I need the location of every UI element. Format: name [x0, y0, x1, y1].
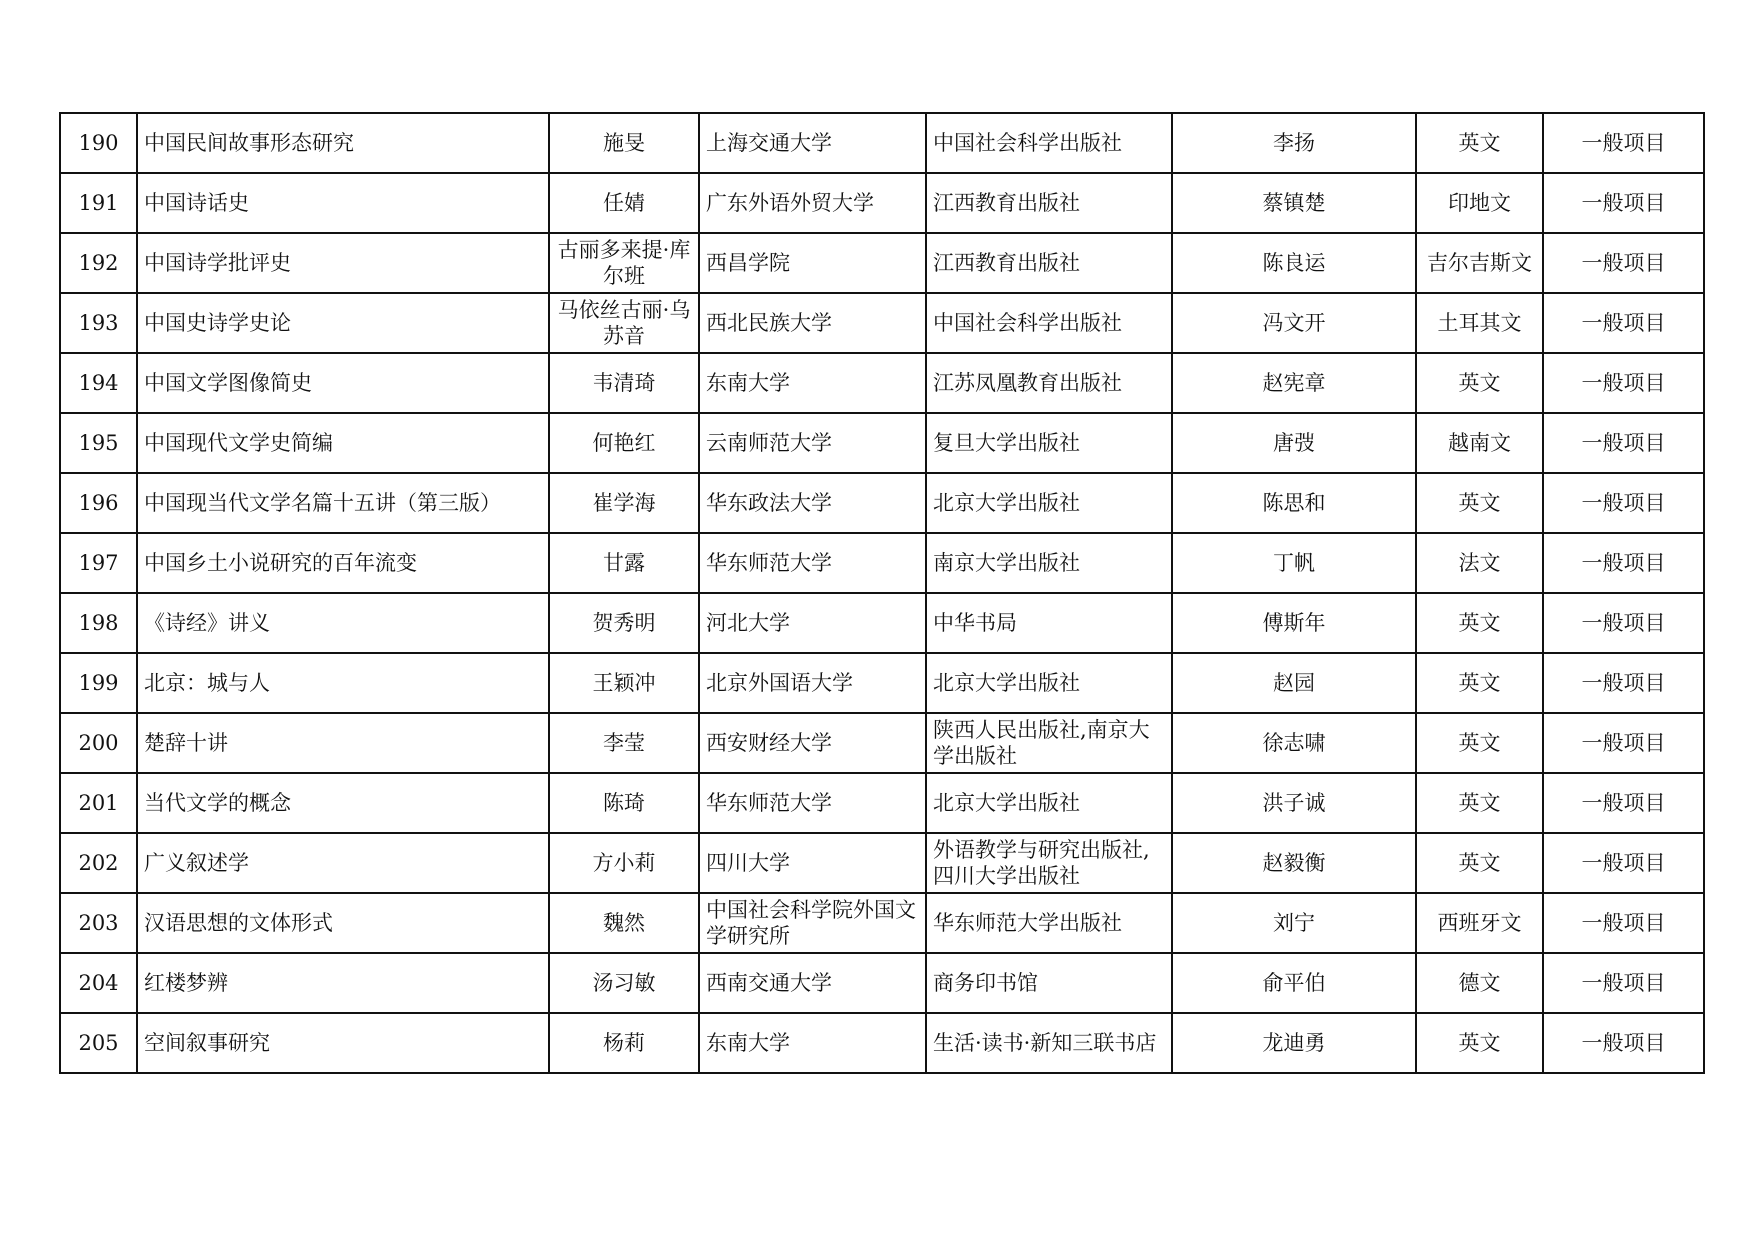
cell-translator: 马依丝古丽·乌苏音	[549, 293, 699, 353]
cell-institution: 北京外国语大学	[699, 653, 926, 713]
table-row	[60, 833, 1704, 893]
cell-book-title: 中国文学图像简史	[137, 353, 549, 413]
cell-book-title: 广义叙述学	[137, 833, 549, 893]
cell-book-title: 中国诗话史	[137, 173, 549, 233]
cell-author: 冯文开	[1172, 293, 1416, 353]
cell-language: 吉尔吉斯文	[1416, 233, 1543, 293]
cell-publisher: 生活·读书·新知三联书店	[926, 1013, 1172, 1073]
cell-category: 一般项目	[1543, 293, 1704, 353]
cell-author: 傅斯年	[1172, 593, 1416, 653]
cell-language: 英文	[1416, 1013, 1543, 1073]
cell-publisher: 北京大学出版社	[926, 473, 1172, 533]
cell-author: 龙迪勇	[1172, 1013, 1416, 1073]
table-row	[60, 413, 1704, 473]
cell-author: 蔡镇楚	[1172, 173, 1416, 233]
cell-language: 英文	[1416, 653, 1543, 713]
cell-language: 西班牙文	[1416, 893, 1543, 953]
cell-publisher: 外语教学与研究出版社,四川大学出版社	[926, 833, 1172, 893]
cell-book-title: 中国现代文学史简编	[137, 413, 549, 473]
cell-author: 俞平伯	[1172, 953, 1416, 1013]
cell-category: 一般项目	[1543, 953, 1704, 1013]
cell-number: 199	[60, 653, 137, 713]
cell-number: 197	[60, 533, 137, 593]
table-row	[60, 1013, 1704, 1073]
cell-translator: 杨莉	[549, 1013, 699, 1073]
table-row	[60, 473, 1704, 533]
table-body	[60, 113, 1704, 1073]
cell-author: 唐弢	[1172, 413, 1416, 473]
cell-author: 陈良运	[1172, 233, 1416, 293]
cell-translator: 古丽多来提·库尔班	[549, 233, 699, 293]
cell-publisher: 江苏凤凰教育出版社	[926, 353, 1172, 413]
cell-number: 205	[60, 1013, 137, 1073]
cell-author: 丁帆	[1172, 533, 1416, 593]
cell-number: 202	[60, 833, 137, 893]
cell-language: 越南文	[1416, 413, 1543, 473]
cell-category: 一般项目	[1543, 833, 1704, 893]
cell-category: 一般项目	[1543, 713, 1704, 773]
cell-translator: 王颖冲	[549, 653, 699, 713]
cell-translator: 施旻	[549, 113, 699, 173]
cell-category: 一般项目	[1543, 173, 1704, 233]
cell-publisher: 中华书局	[926, 593, 1172, 653]
cell-publisher: 江西教育出版社	[926, 233, 1172, 293]
cell-book-title: 红楼梦辨	[137, 953, 549, 1013]
cell-publisher: 南京大学出版社	[926, 533, 1172, 593]
cell-translator: 甘露	[549, 533, 699, 593]
cell-publisher: 江西教育出版社	[926, 173, 1172, 233]
cell-language: 英文	[1416, 353, 1543, 413]
cell-language: 英文	[1416, 713, 1543, 773]
cell-category: 一般项目	[1543, 533, 1704, 593]
cell-book-title: 空间叙事研究	[137, 1013, 549, 1073]
cell-institution: 中国社会科学院外国文学研究所	[699, 893, 926, 953]
cell-institution: 华东政法大学	[699, 473, 926, 533]
cell-publisher: 中国社会科学出版社	[926, 113, 1172, 173]
cell-institution: 华东师范大学	[699, 773, 926, 833]
cell-institution: 西安财经大学	[699, 713, 926, 773]
cell-category: 一般项目	[1543, 653, 1704, 713]
cell-author: 徐志啸	[1172, 713, 1416, 773]
cell-number: 200	[60, 713, 137, 773]
cell-book-title: 中国乡土小说研究的百年流变	[137, 533, 549, 593]
table-row	[60, 113, 1704, 173]
cell-number: 190	[60, 113, 137, 173]
cell-book-title: 北京：城与人	[137, 653, 549, 713]
cell-number: 196	[60, 473, 137, 533]
cell-language: 英文	[1416, 773, 1543, 833]
cell-book-title: 楚辞十讲	[137, 713, 549, 773]
cell-book-title: 中国现当代文学名篇十五讲（第三版）	[137, 473, 549, 533]
cell-translator: 韦清琦	[549, 353, 699, 413]
cell-language: 英文	[1416, 113, 1543, 173]
cell-translator: 任婧	[549, 173, 699, 233]
cell-category: 一般项目	[1543, 233, 1704, 293]
cell-book-title: 中国史诗学史论	[137, 293, 549, 353]
cell-translator: 李莹	[549, 713, 699, 773]
cell-category: 一般项目	[1543, 1013, 1704, 1073]
cell-institution: 上海交通大学	[699, 113, 926, 173]
table-row	[60, 653, 1704, 713]
table-row	[60, 353, 1704, 413]
cell-author: 洪子诚	[1172, 773, 1416, 833]
cell-language: 英文	[1416, 833, 1543, 893]
cell-translator: 崔学海	[549, 473, 699, 533]
cell-category: 一般项目	[1543, 353, 1704, 413]
table-row	[60, 533, 1704, 593]
cell-category: 一般项目	[1543, 413, 1704, 473]
cell-institution: 东南大学	[699, 1013, 926, 1073]
cell-number: 203	[60, 893, 137, 953]
table-row	[60, 713, 1704, 773]
cell-translator: 陈琦	[549, 773, 699, 833]
cell-book-title: 《诗经》讲义	[137, 593, 549, 653]
project-list-table	[59, 112, 1705, 1074]
cell-translator: 魏然	[549, 893, 699, 953]
cell-institution: 东南大学	[699, 353, 926, 413]
cell-publisher: 复旦大学出版社	[926, 413, 1172, 473]
cell-institution: 云南师范大学	[699, 413, 926, 473]
cell-category: 一般项目	[1543, 593, 1704, 653]
cell-publisher: 陕西人民出版社,南京大学出版社	[926, 713, 1172, 773]
cell-number: 192	[60, 233, 137, 293]
table-row	[60, 893, 1704, 953]
cell-institution: 西南交通大学	[699, 953, 926, 1013]
cell-number: 198	[60, 593, 137, 653]
cell-author: 赵宪章	[1172, 353, 1416, 413]
cell-book-title: 汉语思想的文体形式	[137, 893, 549, 953]
cell-author: 李扬	[1172, 113, 1416, 173]
cell-translator: 何艳红	[549, 413, 699, 473]
cell-publisher: 中国社会科学出版社	[926, 293, 1172, 353]
table-row	[60, 593, 1704, 653]
cell-institution: 河北大学	[699, 593, 926, 653]
cell-author: 赵毅衡	[1172, 833, 1416, 893]
cell-author: 陈思和	[1172, 473, 1416, 533]
cell-book-title: 中国民间故事形态研究	[137, 113, 549, 173]
cell-institution: 西昌学院	[699, 233, 926, 293]
cell-number: 191	[60, 173, 137, 233]
cell-category: 一般项目	[1543, 893, 1704, 953]
table-row	[60, 233, 1704, 293]
cell-category: 一般项目	[1543, 473, 1704, 533]
cell-language: 土耳其文	[1416, 293, 1543, 353]
cell-number: 194	[60, 353, 137, 413]
cell-language: 法文	[1416, 533, 1543, 593]
cell-language: 德文	[1416, 953, 1543, 1013]
cell-institution: 华东师范大学	[699, 533, 926, 593]
cell-publisher: 华东师范大学出版社	[926, 893, 1172, 953]
cell-institution: 西北民族大学	[699, 293, 926, 353]
cell-category: 一般项目	[1543, 773, 1704, 833]
cell-number: 195	[60, 413, 137, 473]
table-row	[60, 293, 1704, 353]
cell-number: 201	[60, 773, 137, 833]
cell-number: 204	[60, 953, 137, 1013]
cell-institution: 四川大学	[699, 833, 926, 893]
cell-translator: 方小莉	[549, 833, 699, 893]
cell-book-title: 当代文学的概念	[137, 773, 549, 833]
table-row	[60, 953, 1704, 1013]
cell-translator: 贺秀明	[549, 593, 699, 653]
cell-book-title: 中国诗学批评史	[137, 233, 549, 293]
cell-number: 193	[60, 293, 137, 353]
cell-publisher: 商务印书馆	[926, 953, 1172, 1013]
cell-author: 赵园	[1172, 653, 1416, 713]
cell-translator: 汤习敏	[549, 953, 699, 1013]
table-row	[60, 173, 1704, 233]
cell-author: 刘宁	[1172, 893, 1416, 953]
cell-language: 印地文	[1416, 173, 1543, 233]
cell-category: 一般项目	[1543, 113, 1704, 173]
cell-language: 英文	[1416, 593, 1543, 653]
cell-publisher: 北京大学出版社	[926, 773, 1172, 833]
cell-language: 英文	[1416, 473, 1543, 533]
cell-institution: 广东外语外贸大学	[699, 173, 926, 233]
table-row	[60, 773, 1704, 833]
cell-publisher: 北京大学出版社	[926, 653, 1172, 713]
